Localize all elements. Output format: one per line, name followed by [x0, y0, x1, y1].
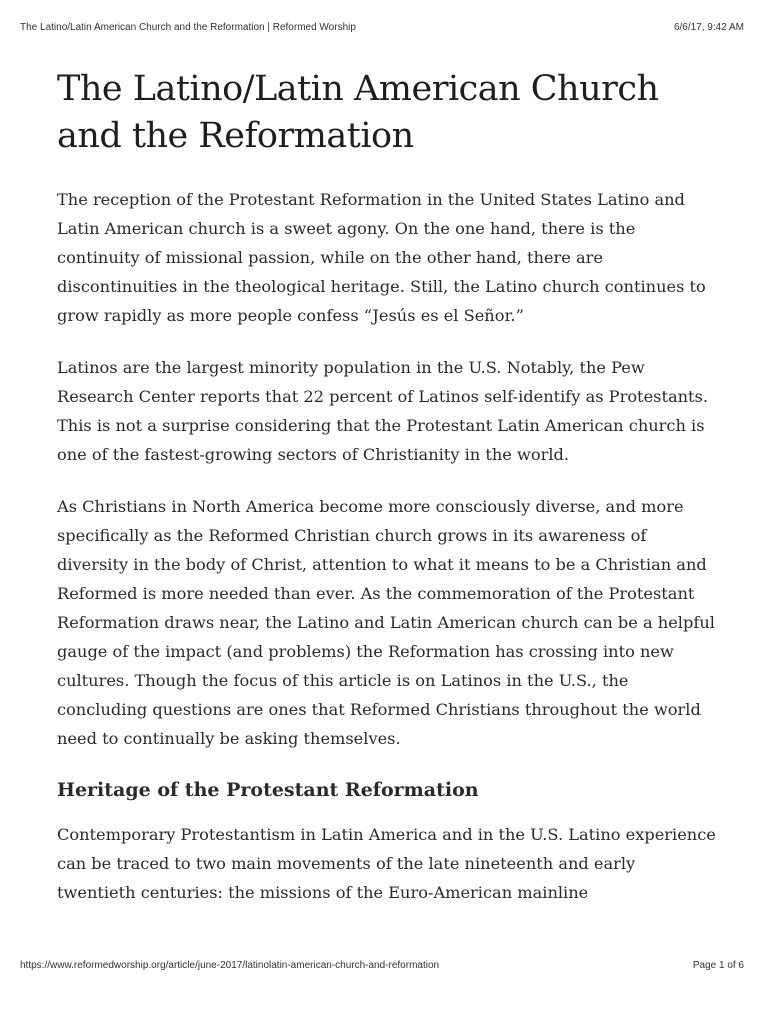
article-paragraph-1: The reception of the Protestant Reformation in the United States Latino and Latin American church is a sweet agony. On the one hand, there is the continuity of missional passion, while on the other hand, there are discontinuities in the theological heritage. Still, the Latino church continues to grow rapidly as more people confess “Jesús es el Señor.”	[57, 190, 706, 325]
header-timestamp: 6/6/17, 9:42 AM	[673, 22, 744, 33]
print-footer	[20, 960, 744, 971]
section-paragraph: Contemporary Protestantism in Latin America and in the U.S. Latino experience can be traced to two main movements of the late nineteenth and early twentieth centuries: the missions of the Euro-American mainline	[57, 825, 716, 902]
article-paragraph-2: Latinos are the largest minority population in the U.S. Notably, the Pew Research Center reports that 22 percent of Latinos self-identify as Protestants. This is not a surprise considering that the Protestant Latin American church is one of the fastest-growing sectors of Christianity in the world.	[57, 358, 708, 464]
article-title: The Latino/Latin American Church and the Reformation	[57, 69, 659, 156]
header-document-title: The Latino/Latin American Church and the Reformation | Reformed Worship	[20, 22, 356, 33]
footer-url-link[interactable]: https://www.reformedworship.org/article/june-2017/latinolatin-american-church-and-reformation	[20, 960, 440, 971]
section-heading: Heritage of the Protestant Reformation	[57, 779, 479, 801]
page-number: Page 1 of 6	[692, 960, 744, 971]
article-paragraph-3: As Christians in North America become more consciously diverse, and more specifically as the Reformed Christian church grows in its awareness of diversity in the body of Christ, attention to what it means to be a Christian and Reformed is more needed than ever. As the commemoration of the Protestant Reformation draws near, the Latino and Latin American church can be a helpful gauge of the impact (and problems) the Reformation has crossing into new cultures. Though the focus of this article is on Latinos in the U.S., the concluding questions are ones that Reformed Christians throughout the world need to continually be asking themselves.	[57, 497, 715, 748]
print-header	[20, 22, 744, 33]
article	[57, 66, 717, 930]
